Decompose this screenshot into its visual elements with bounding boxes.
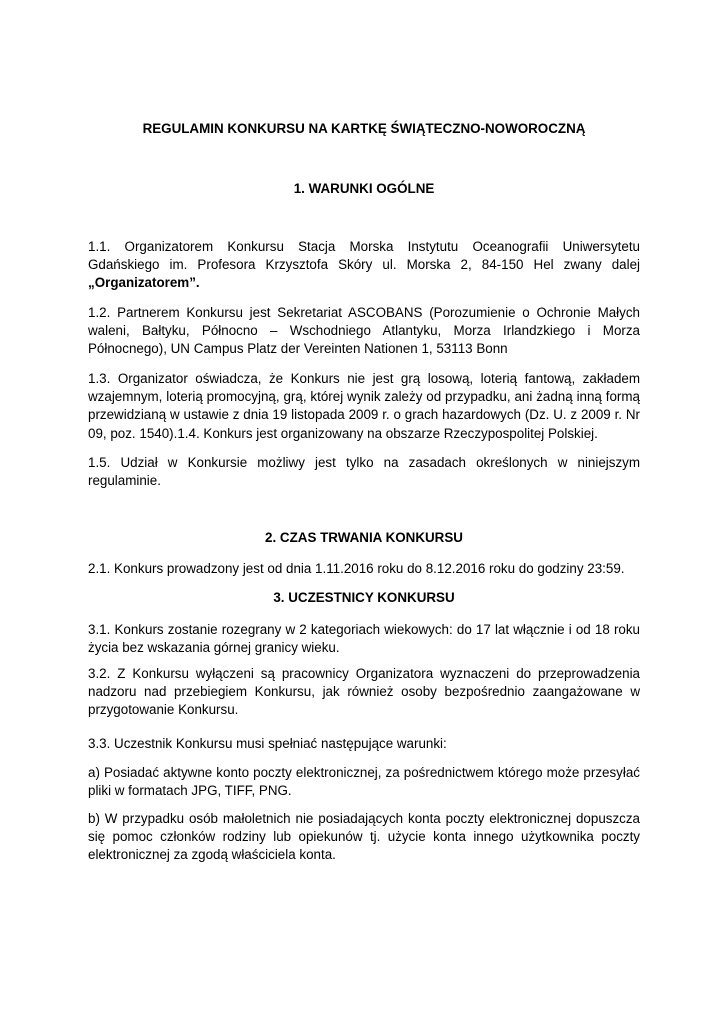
paragraph-3-2: 3.2. Z Konkursu wyłączeni są pracownicy Organizatora wyznaczeni do przeprowadzenia nadzoru nad przebiegiem Konkursu, jak również osoby bezpośrednio zaangażowane w przygotowanie Konkursu. — [88, 666, 640, 718]
paragraph-1-1-bold: „Organizatorem”. — [88, 275, 200, 291]
paragraph-2-1: 2.1. Konkurs prowadzony jest od dnia 1.11.2016 roku do 8.12.2016 roku do godziny 23:59. — [88, 561, 625, 576]
paragraph-1-5: 1.5. Udział w Konkursie możliwy jest tylko na zasadach określonych w niniejszym regulaminie. — [88, 455, 640, 489]
paragraph-3-3-b: b) W przypadku osób małoletnich nie posiadających konta poczty elektronicznej dopuszcza się pomoc członków rodziny lub opiekunów tj. użycie konta innego użytkownika poczty elektronicznej za zgodą właściciela konta. — [88, 811, 640, 863]
paragraph-1-1 — [88, 238, 640, 293]
document-title: REGULAMIN KONKURSU NA KARTKĘ ŚWIĄTECZNO-NOWOROCZNĄ — [142, 121, 586, 136]
paragraph-3-1: 3.1. Konkurs zostanie rozegrany w 2 kategoriach wiekowych: do 17 lat włącznie i od 18 roku życia bez wskazania górnej granicy wieku. — [88, 622, 640, 656]
section-1-heading: 1. WARUNKI OGÓLNE — [293, 181, 435, 196]
paragraph-3-3-a: a) Posiadać aktywne konto poczty elektronicznej, za pośrednictwem którego może przesyłać pliki w formatach JPG, TIFF, PNG. — [88, 765, 640, 799]
paragraph-1-1-text: 1.1. Organizatorem Konkursu Stacja Morska Instytutu Oceanografii Uniwersytetu Gdańskiego im. Profesora Krzysztofa Skóry ul. Morska 2, 84-150 Hel zwany dalej — [88, 239, 640, 273]
paragraph-1-2: 1.2. Partnerem Konkursu jest Sekretariat ASCOBANS (Porozumienie o Ochronie Małych waleni, Bałtyku, Północno – Wschodniego Atlantyku, Morza Irlandzkiego i Morza Północnego), UN Campus Platz der Vereinten Nationen 1, 53113 Bonn — [88, 305, 640, 357]
section-2-heading: 2. CZAS TRWANIA KONKURSU — [265, 530, 463, 545]
paragraph-3-3: 3.3. Uczestnik Konkursu musi spełniać następujące warunki: — [88, 736, 447, 751]
paragraph-1-3: 1.3. Organizator oświadcza, że Konkurs nie jest grą losową, loterią fantową, zakładem wzajemnym, loterią promocyjną, grą, której wynik zależy od przypadku, ani żadną inną formą przewidzianą w ustawie z dnia 19 listopada 2009 r. o grach hazardowych (Dz. U. z 2009 r. Nr 09, poz. 1540).1.4. Konkurs jest organizowany na obszarze Rzeczypospolitej Polskiej. — [88, 371, 640, 441]
section-3-heading: 3. UCZESTNICY KONKURSU — [273, 590, 455, 605]
